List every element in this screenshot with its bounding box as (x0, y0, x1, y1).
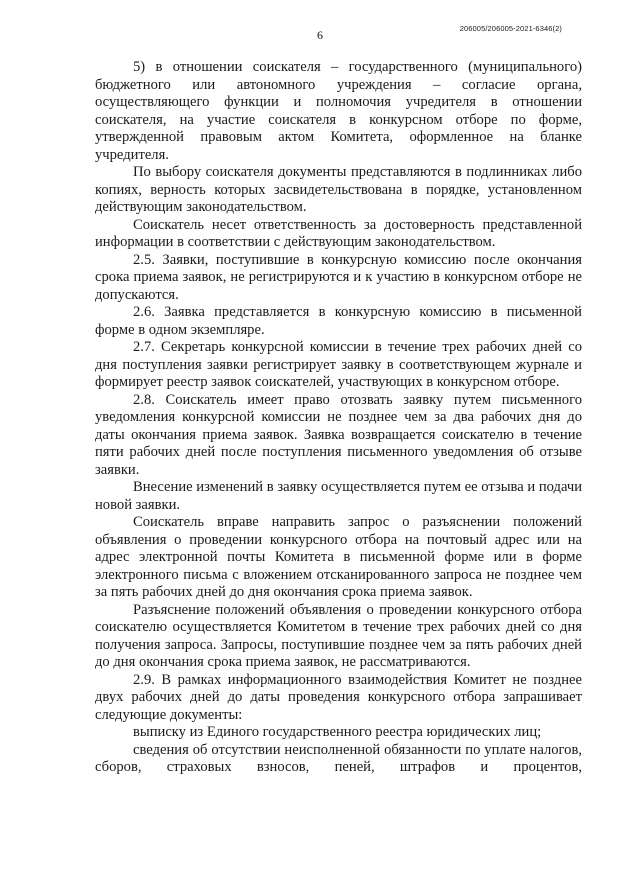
paragraph: 2.8. Соискатель имеет право отозвать заявку путем письменного уведомления конкурсной комиссии не позднее чем за два рабочих дня до даты окончания приема заявок. Заявка возвращается соискателю в течение пяти рабочих дней после поступления письменного уведомления об отзыве заявки. (95, 391, 582, 478)
paragraph: Внесение изменений в заявку осуществляется путем ее отзыва и подачи новой заявки. (95, 479, 582, 513)
paragraph: 5) в отношении соискателя – государственного (муниципального) бюджетного или автономного учреждения – согласие органа, осуществляющего функции и полномочия учредителя в отношении соискателя, на участие соискателя в конкурсном отборе по форме, утвержденной правовым актом Комитета, оформленное на бланке учредителя. (95, 59, 582, 163)
document-body (95, 59, 582, 777)
page-number: 6 (317, 28, 323, 42)
paragraph: выписку из Единого государственного реестра юридических лиц; (133, 724, 542, 740)
paragraph: 2.5. Заявки, поступившие в конкурсную комиссию после окончания срока приема заявок, не регистрируются и к участию в конкурсном отборе не допускаются. (95, 251, 582, 303)
paragraph: Соискатель вправе направить запрос о разъяснении положений объявления о проведении конкурсного отбора на почтовый адрес или на адрес электронной почты Комитета в письменной форме или в форме электронного письма с вложением отсканированного запроса не позднее чем за пять рабочих дней до дня окончания срока приема заявок. (95, 514, 582, 600)
paragraph: сведения об отсутствии неисполненной обязанности по уплате налогов, сборов, страховых взносов, пеней, штрафов и процентов, (95, 741, 582, 775)
paragraph: Соискатель несет ответственность за достоверность представленной информации в соответствии с действующим законодательством. (95, 216, 582, 250)
document-reference: 206005/206005-2021-6346(2) (459, 24, 562, 33)
paragraph: Разъяснение положений объявления о проведении конкурсного отбора соискателю осуществляется Комитетом в течение трех рабочих дней со дня получения запроса. Запросы, поступившие позднее чем за пять рабочих дней до дня окончания срока приема заявок, не рассматриваются. (95, 601, 582, 670)
paragraph: 2.6. Заявка представляется в конкурсную комиссию в письменной форме в одном экземпляре. (95, 304, 582, 338)
paragraph: 2.9. В рамках информационного взаимодействия Комитет не позднее двух рабочих дней до даты проведения конкурсного отбора запрашивает следующие документы: (95, 671, 582, 723)
paragraph: 2.7. Секретарь конкурсной комиссии в течение трех рабочих дней со дня поступления заявки регистрирует заявку в соответствующем журнале и формирует реестр заявок соискателей, участвующих в конкурсном отборе. (95, 339, 582, 390)
paragraph: По выбору соискателя документы представляются в подлинниках либо копиях, верность которых засвидетельствована в порядке, установленном действующим законодательством. (95, 164, 582, 215)
